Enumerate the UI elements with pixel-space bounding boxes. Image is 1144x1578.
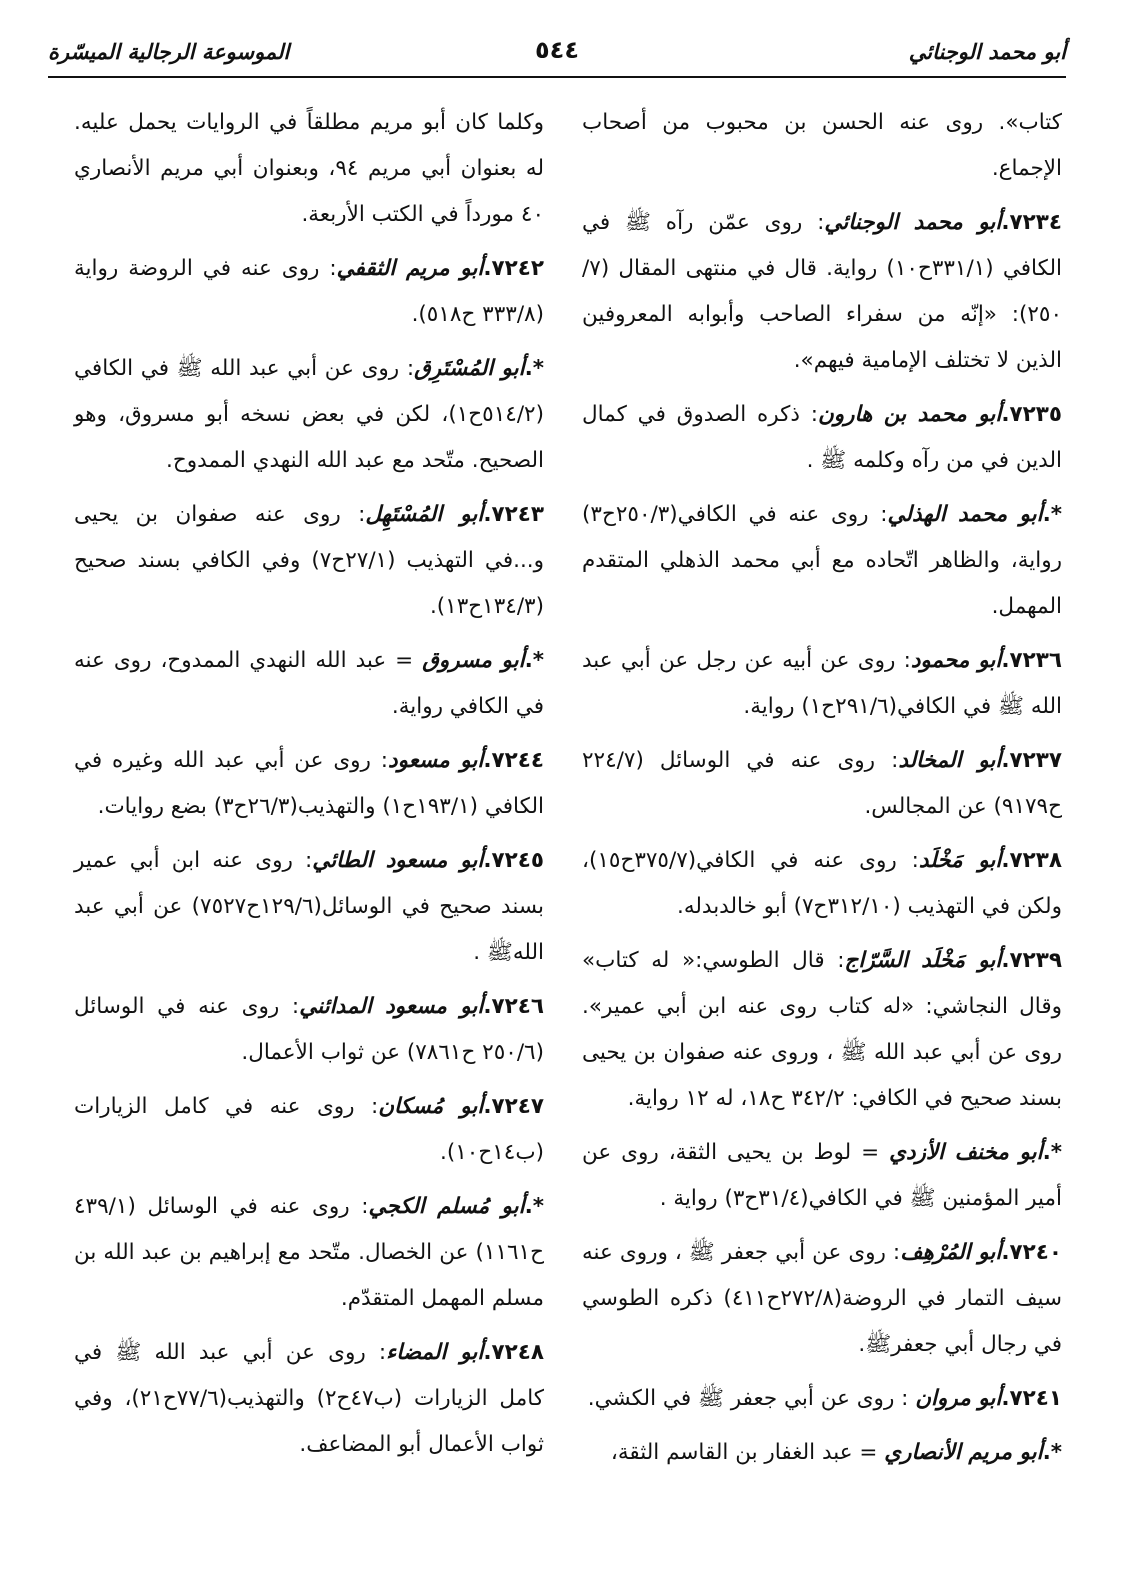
book-title: الموسوعة الرجالية الميسّرة [48, 40, 290, 64]
entry-number: *. [524, 648, 544, 673]
biography-entry [74, 1184, 544, 1322]
biography-entry [582, 100, 1062, 192]
entry-text: : ذكره الصدوق في كمال الدين في من رآه وكلمه ﷺ . [582, 402, 1062, 473]
entry-text: وكلما كان أبو مريم مطلقاً في الروايات يحمل عليه. له بعنوان أبي مريم ٩٤، وبعنوان أبي مريم الأنصاري ٤٠ مورداً في الكتب الأربعة. [74, 110, 544, 227]
biography-entry [74, 100, 544, 238]
entry-number: *. [1042, 1140, 1062, 1165]
entry-name: أبو مسعود الطائي [312, 848, 484, 873]
entry-number: ٧٢٤٠. [1001, 1240, 1063, 1265]
entry-text: : روى عن أبيه عن رجل عن أبي عبد الله ﷺ في الكافي(٢٩١/٦ح١) رواية. [582, 648, 1062, 719]
running-title: أبو محمد الوجنائي [908, 40, 1066, 64]
entry-number: ٧٢٤٦. [483, 994, 544, 1019]
entry-name: أبو مسروق [422, 648, 525, 673]
entry-number: ٧٢٤١. [1001, 1386, 1062, 1411]
entry-text: : روى عنه في الروضة رواية (٣٣٣/٨ ح٥١٨). [74, 256, 544, 327]
right-column [582, 100, 1062, 1484]
entry-text: : روى عمّن رآه ﷺ في الكافي (٣٣١/١ح١٠) رواية. قال في منتهى المقال (٧/ ٢٥٠): «إنّه من سفراء الصاحب وأبوابه المعروفين الذين لا تختلف الإمامية فيهم». [582, 210, 1062, 373]
entry-text: = عبد الله النهدي الممدوح، روى عنه في الكافي رواية. [74, 648, 544, 719]
entry-name: أبو مريم الأنصاري [884, 1440, 1043, 1465]
entry-name: أبو محمود [910, 648, 1002, 673]
entry-name: أبو المُسْتَرِق [414, 356, 525, 381]
biography-entry [582, 1376, 1062, 1422]
entry-number: ٧٢٣٥. [1001, 402, 1062, 427]
biography-entry [582, 1230, 1062, 1368]
biography-entry [74, 838, 544, 976]
entry-name: أبو مريم الثقفي [336, 256, 484, 281]
biography-entry [582, 200, 1062, 384]
entry-text: : روى عن أبي جعفر ﷺ في الكشي. [587, 1386, 916, 1411]
page-header [48, 32, 1066, 78]
entry-number: ٧٢٤٢. [483, 256, 544, 281]
biography-entry [582, 638, 1062, 730]
entry-name: أبو مَخْلَد [918, 848, 1002, 873]
biography-entry [582, 738, 1062, 830]
entry-number: ٧٢٣٦. [1001, 648, 1062, 673]
entry-name: أبو مسعود [388, 748, 484, 773]
entry-name: أبو المخالد [898, 748, 1002, 773]
entry-name: أبو مَخْلَد السَّرّاج [844, 948, 1002, 973]
entry-text: = لوط بن يحيى الثقة، روى عن أمير المؤمنين ﷺ في الكافي(٣١/٤ح٣) رواية . [582, 1140, 1062, 1211]
entry-number: ٧٢٣٨. [1001, 848, 1063, 873]
entry-text: : قال الطوسي:« له كتاب» وقال النجاشي: «له كتاب روى عنه ابن أبي عمير». روى عن أبي عبد الله ﷺ ، وروى عنه صفوان بن يحيى بسند صحيح في الكافي: ٣٤٢/٢ ح١٨، له ١٢ رواية. [582, 948, 1062, 1111]
entry-text: : روى عنه في الوسائل (٢٢٤/٧ ح٩١٧٩) عن المجالس. [582, 748, 1062, 819]
left-column [74, 100, 544, 1476]
entry-number: *. [1042, 502, 1062, 527]
entry-name: أبو مُسكان [378, 1094, 484, 1119]
entry-text: كتاب». روى عنه الحسن بن محبوب من أصحاب الإجماع. [582, 110, 1062, 181]
entry-text: : روى عن أبي عبد الله ﷺ في كامل الزيارات (ب٤٧ح٢) والتهذيب(٧٧/٦ح٢١)، وفي ثواب الأعمال أبو المضاعف. [74, 1340, 544, 1457]
entry-number: ٧٢٤٤. [483, 748, 544, 773]
biography-entry [74, 346, 544, 484]
entry-number: ٧٢٣٧. [1001, 748, 1062, 773]
biography-entry [74, 246, 544, 338]
biography-entry [582, 492, 1062, 630]
entry-number: *. [524, 356, 544, 381]
entry-text: : روى عن أبي عبد الله وغيره في الكافي (١٩٣/١ح١) والتهذيب(٢٦/٣ح٣) بضع روايات. [74, 748, 544, 819]
entry-name: أبو محمد الوجنائي [824, 210, 1002, 235]
entry-number: ٧٢٤٨. [483, 1340, 544, 1365]
biography-entry [74, 1330, 544, 1468]
entry-text: : روى عن أبي عبد الله ﷺ في الكافي (٥١٤/٢ح١)، لكن في بعض نسخه أبو مسروق، وهو الصحيح. متّحد مع عبد الله النهدي الممدوح. [74, 356, 544, 473]
entry-text: : روى عن أبي جعفر ﷺ ، وروى عنه سيف التمار في الروضة(٢٧٢/٨ح٤١١) ذكره الطوسي في رجال أبي جعفرﷺ. [582, 1240, 1062, 1357]
entry-text: = عبد الغفار بن القاسم الثقة، [610, 1440, 885, 1465]
biography-entry [74, 492, 544, 630]
biography-entry [74, 984, 544, 1076]
entry-name: أبو مخنف الأزدي [889, 1140, 1043, 1165]
biography-entry [74, 638, 544, 730]
entry-text: : روى عنه في الكافي(٣٧٥/٧ح١٥)، ولكن في التهذيب (٣١٢/١٠ح٧) أبو خالدبدله. [582, 848, 1062, 919]
entry-number: ٧٢٣٤. [1001, 210, 1062, 235]
entry-number: *. [524, 1194, 545, 1219]
entry-text: : روى عنه ابن أبي عمير بسند صحيح في الوسائل(١٢٩/٦ح٧٥٢٧) عن أبي عبد اللهﷺ . [74, 848, 544, 965]
entry-number: ٧٢٤٧. [483, 1094, 544, 1119]
entry-text: : روى عنه في الوسائل (٢٥٠/٦ ح٧٨٦١) عن ثواب الأعمال. [74, 994, 544, 1065]
entry-number: ٧٢٤٣. [483, 502, 544, 527]
entry-name: أبو محمد الهذلي [887, 502, 1043, 527]
entry-name: أبو المُرْهِف [900, 1240, 1002, 1265]
entry-name: أبو محمد بن هارون [817, 402, 1002, 427]
biography-entry [582, 1430, 1062, 1476]
entry-name: أبو المضاء [386, 1340, 484, 1365]
entry-text: : روى عنه في الكافي(٢٥٠/٣ح٣) رواية، والظاهر اتّحاده مع أبي محمد الذهلي المتقدم المهمل. [582, 502, 1062, 619]
page-number: ٥٤٤ [535, 36, 579, 64]
biography-entry [582, 392, 1062, 484]
entry-text: : روى عنه في كامل الزيارات (ب١٤ح١٠). [74, 1094, 544, 1165]
entry-number: ٧٢٣٩. [1001, 948, 1062, 973]
biography-entry [582, 838, 1062, 930]
biography-entry [582, 1130, 1062, 1222]
entry-number: ٧٢٤٥. [483, 848, 544, 873]
entry-name: أبو مروان [915, 1386, 1002, 1411]
biography-entry [74, 738, 544, 830]
entry-name: أبو المُسْتَهِل [365, 502, 484, 527]
entry-number: *. [1042, 1440, 1062, 1465]
entry-text: : روى عنه في الوسائل (٤٣٩/١ ح١١٦١) عن الخصال. متّحد مع إبراهيم بن عبد الله بن مسلم المهمل المتقدّم. [74, 1194, 544, 1311]
entry-text: : روى عنه صفوان بن يحيى و...في التهذيب (٢٧/١ح٧) وفي الكافي بسند صحيح (١٣٤/٣ح١٣). [74, 502, 544, 619]
entry-name: أبو مسعود المدائني [299, 994, 484, 1019]
biography-entry [582, 938, 1062, 1122]
entry-name: أبو مُسلم الكجي [368, 1194, 525, 1219]
biography-entry [74, 1084, 544, 1176]
